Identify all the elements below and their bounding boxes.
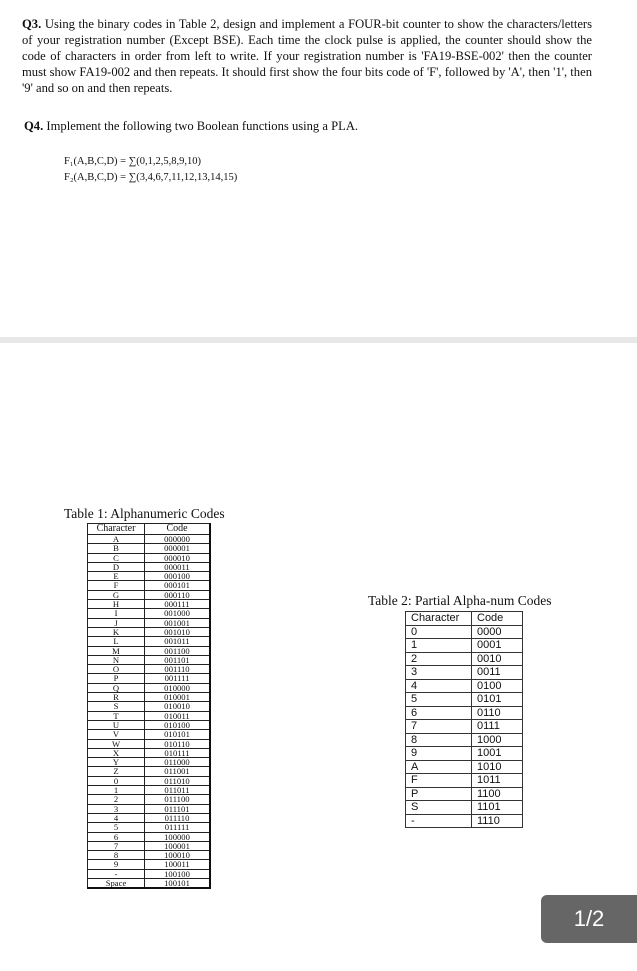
character-cell: 2	[88, 795, 145, 804]
character-cell: A	[406, 760, 472, 774]
character-cell: Space	[88, 878, 145, 888]
character-cell: 2	[406, 652, 472, 666]
table-row	[406, 720, 523, 734]
table-row	[406, 625, 523, 639]
table-row	[88, 832, 211, 841]
character-cell: O	[88, 665, 145, 674]
character-cell: S	[88, 702, 145, 711]
table-row	[406, 666, 523, 680]
partial-alphanum-codes-table	[405, 611, 523, 828]
code-cell: 100000	[145, 832, 211, 841]
table-row	[88, 776, 211, 785]
q4-label: Q4.	[24, 119, 44, 133]
code-cell: 001110	[145, 665, 211, 674]
character-cell: B	[88, 544, 145, 553]
alphanumeric-codes-table	[87, 523, 211, 889]
character-cell: X	[88, 748, 145, 757]
code-cell: 010011	[145, 711, 211, 720]
table-row	[406, 706, 523, 720]
code-cell: 011100	[145, 795, 211, 804]
page-divider	[0, 337, 637, 343]
code-cell: 0100	[472, 679, 523, 693]
code-cell: 100010	[145, 851, 211, 860]
table-row	[406, 760, 523, 774]
character-cell: D	[88, 562, 145, 571]
table-row	[88, 627, 211, 636]
code-cell: 0010	[472, 652, 523, 666]
character-cell: M	[88, 646, 145, 655]
character-cell: -	[88, 869, 145, 878]
table-row	[88, 739, 211, 748]
character-cell: P	[88, 674, 145, 683]
code-cell: 1001	[472, 747, 523, 761]
code-cell: 000100	[145, 572, 211, 581]
character-cell: E	[88, 572, 145, 581]
code-cell: 010000	[145, 683, 211, 692]
table-row	[406, 733, 523, 747]
code-cell: 0011	[472, 666, 523, 680]
table-row	[88, 823, 211, 832]
function-f2: F₂(A,B,C,D) = ∑(3,4,6,7,11,12,13,14,15)	[64, 172, 238, 183]
code-cell: 100100	[145, 869, 211, 878]
q4-text: Implement the following two Boolean functions using a PLA.	[46, 119, 359, 133]
code-cell: 011101	[145, 804, 211, 813]
character-cell: 0	[406, 625, 472, 639]
character-cell: Y	[88, 758, 145, 767]
table2-header-character: Character	[406, 612, 472, 626]
table-row	[88, 758, 211, 767]
code-cell: 0111	[472, 720, 523, 734]
character-cell: W	[88, 739, 145, 748]
table-row	[88, 581, 211, 590]
character-cell: K	[88, 627, 145, 636]
table-row	[88, 535, 211, 544]
code-cell: 1000	[472, 733, 523, 747]
code-cell: 1011	[472, 774, 523, 788]
table-row	[88, 702, 211, 711]
table-row	[88, 860, 211, 869]
table-row	[406, 787, 523, 801]
table-row	[88, 646, 211, 655]
code-cell: 001111	[145, 674, 211, 683]
table-row	[406, 639, 523, 653]
code-cell: 011111	[145, 823, 211, 832]
table-row	[88, 720, 211, 729]
table-row	[406, 801, 523, 815]
code-cell: 011110	[145, 813, 211, 822]
table-row	[88, 572, 211, 581]
table1-caption: Table 1: Alphanumeric Codes	[64, 506, 225, 521]
table-row	[88, 655, 211, 664]
table-row	[88, 804, 211, 813]
character-cell: 5	[406, 693, 472, 707]
table-row	[88, 544, 211, 553]
character-cell: -	[406, 814, 472, 828]
character-cell: 4	[88, 813, 145, 822]
table1-header-code: Code	[145, 524, 211, 535]
character-cell: T	[88, 711, 145, 720]
character-cell: Q	[88, 683, 145, 692]
table-row	[406, 747, 523, 761]
character-cell: 3	[406, 666, 472, 680]
code-cell: 010101	[145, 730, 211, 739]
character-cell: 4	[406, 679, 472, 693]
code-cell: 001010	[145, 627, 211, 636]
character-cell: F	[88, 581, 145, 590]
character-cell: 9	[406, 747, 472, 761]
character-cell: 7	[88, 841, 145, 850]
code-cell: 000101	[145, 581, 211, 590]
table-row	[88, 767, 211, 776]
function-f1: F₁(A,B,C,D) = ∑(0,1,2,5,8,9,10)	[64, 156, 201, 167]
code-cell: 010100	[145, 720, 211, 729]
character-cell: 6	[88, 832, 145, 841]
code-cell: 001001	[145, 618, 211, 627]
character-cell: R	[88, 693, 145, 702]
code-cell: 000011	[145, 562, 211, 571]
code-cell: 010111	[145, 748, 211, 757]
character-cell: 0	[88, 776, 145, 785]
character-cell: Z	[88, 767, 145, 776]
code-cell: 100011	[145, 860, 211, 869]
code-cell: 000001	[145, 544, 211, 553]
character-cell: 9	[88, 860, 145, 869]
table-row	[88, 674, 211, 683]
code-cell: 010001	[145, 693, 211, 702]
code-cell: 010010	[145, 702, 211, 711]
code-cell: 001011	[145, 637, 211, 646]
code-cell: 1100	[472, 787, 523, 801]
question-4	[24, 119, 358, 134]
table-row	[406, 774, 523, 788]
code-cell: 011001	[145, 767, 211, 776]
table-row	[88, 600, 211, 609]
table-row	[88, 683, 211, 692]
character-cell: 1	[88, 786, 145, 795]
table-row	[88, 878, 211, 888]
table2-header-code: Code	[472, 612, 523, 626]
table-row	[406, 679, 523, 693]
character-cell: F	[406, 774, 472, 788]
character-cell: 1	[406, 639, 472, 653]
character-cell: 7	[406, 720, 472, 734]
code-cell: 000110	[145, 590, 211, 599]
table-row	[88, 841, 211, 850]
table-row	[406, 814, 523, 828]
character-cell: 6	[406, 706, 472, 720]
code-cell: 001101	[145, 655, 211, 664]
table-row	[88, 748, 211, 757]
table-row	[88, 730, 211, 739]
table-row	[88, 637, 211, 646]
code-cell: 011010	[145, 776, 211, 785]
character-cell: N	[88, 655, 145, 664]
table-row	[88, 665, 211, 674]
character-cell: P	[406, 787, 472, 801]
table-row	[88, 562, 211, 571]
code-cell: 100001	[145, 841, 211, 850]
character-cell: V	[88, 730, 145, 739]
code-cell: 010110	[145, 739, 211, 748]
q3-text: Using the binary codes in Table 2, design and implement a FOUR-bit counter to show the characters/letters of your registration number (Except BSE). Each time the clock pulse is applied, the counter should show the code of characters in order from left to write. If your registration number is 'FA19-BSE-002' then the counter must show FA19-002 and then repeats. It should first show the four bits code of 'F', followed by 'A', then '1', then '9' and so on and then repeats.	[22, 17, 592, 95]
table2-caption: Table 2: Partial Alpha-num Codes	[368, 593, 552, 608]
character-cell: C	[88, 553, 145, 562]
table1-header-character: Character	[88, 524, 145, 535]
table-row	[88, 590, 211, 599]
code-cell: 1101	[472, 801, 523, 815]
character-cell: G	[88, 590, 145, 599]
code-cell: 100101	[145, 878, 211, 888]
character-cell: L	[88, 637, 145, 646]
table-row	[88, 711, 211, 720]
character-cell: J	[88, 618, 145, 627]
table-row	[88, 786, 211, 795]
table-row	[88, 693, 211, 702]
page-indicator[interactable]: 1/2	[541, 895, 637, 943]
character-cell: 8	[88, 851, 145, 860]
code-cell: 000111	[145, 600, 211, 609]
character-cell: 3	[88, 804, 145, 813]
table-row	[88, 795, 211, 804]
code-cell: 0101	[472, 693, 523, 707]
table-row	[406, 652, 523, 666]
character-cell: 5	[88, 823, 145, 832]
code-cell: 001100	[145, 646, 211, 655]
character-cell: H	[88, 600, 145, 609]
code-cell: 1010	[472, 760, 523, 774]
table-row	[88, 618, 211, 627]
code-cell: 011000	[145, 758, 211, 767]
character-cell: S	[406, 801, 472, 815]
q3-label: Q3.	[22, 17, 42, 31]
character-cell: 8	[406, 733, 472, 747]
character-cell: A	[88, 535, 145, 544]
character-cell: I	[88, 609, 145, 618]
code-cell: 000000	[145, 535, 211, 544]
table-row	[88, 813, 211, 822]
table-row	[88, 851, 211, 860]
character-cell: U	[88, 720, 145, 729]
code-cell: 001000	[145, 609, 211, 618]
code-cell: 0001	[472, 639, 523, 653]
code-cell: 000010	[145, 553, 211, 562]
table-row	[88, 553, 211, 562]
table-row	[88, 609, 211, 618]
code-cell: 0000	[472, 625, 523, 639]
code-cell: 011011	[145, 786, 211, 795]
code-cell: 1110	[472, 814, 523, 828]
table-row	[406, 693, 523, 707]
code-cell: 0110	[472, 706, 523, 720]
question-3	[22, 16, 592, 96]
